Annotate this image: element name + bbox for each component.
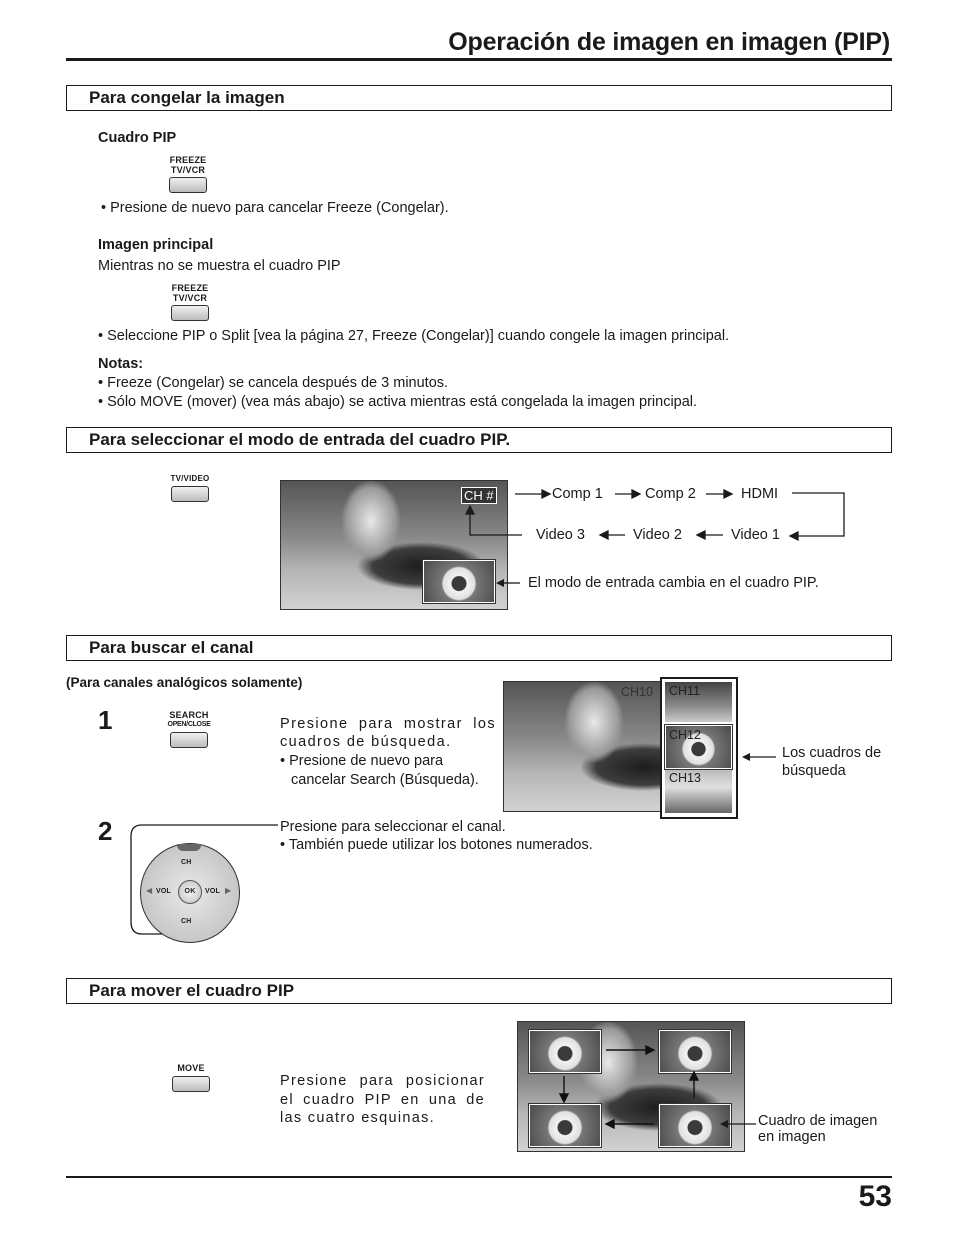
section-title: Para mover el cuadro PIP: [89, 981, 295, 1000]
tvvcr-button-label: TV/VCR: [172, 293, 208, 303]
note-item: • Freeze (Congelar) se cancela después de 3 minutos.: [98, 375, 449, 391]
caption-arrow: [494, 574, 524, 590]
move-button-label: MOVE: [177, 1063, 205, 1073]
freeze-button-label: FREEZE: [171, 283, 209, 293]
ch-down-label: CH: [181, 918, 192, 925]
move-screen-image: [517, 1021, 745, 1152]
channel-label: CH10: [621, 685, 653, 699]
pip-frame-image: [423, 560, 495, 603]
notes-heading: Notas:: [98, 356, 144, 372]
seq-item: Comp 1: [552, 486, 603, 502]
freeze-button-key[interactable]: [171, 305, 209, 321]
move-text: Presione para posicionar el cuadro PIP en una de las cuatro esquinas.: [280, 1073, 485, 1126]
seq-item: HDMI: [741, 486, 779, 502]
step1-note: • Presione de nuevo para: [280, 753, 444, 769]
page-number: 53: [858, 1180, 892, 1213]
section-header-move: [66, 978, 892, 1004]
seq-item: Video 1: [731, 527, 780, 543]
search-frame[interactable]: [665, 682, 732, 722]
seq-item: Video 2: [633, 527, 682, 543]
move-button[interactable]: [170, 1063, 212, 1092]
step1-text: Presione para mostrar los cuadros de búsqueda.: [280, 716, 496, 750]
search-screen-image: [503, 681, 665, 812]
step-number: 2: [98, 816, 113, 846]
freeze-button-key[interactable]: [169, 177, 207, 193]
tvvideo-button[interactable]: [168, 474, 212, 502]
channel-label: CH12: [669, 728, 701, 742]
section-title: Para seleccionar el modo de entrada del cuadro PIP.: [89, 430, 511, 449]
ok-button[interactable]: [178, 880, 202, 904]
move-callout: en imagen: [758, 1129, 826, 1145]
freeze-button-pip[interactable]: [166, 155, 210, 193]
step2-note: • También puede utilizar los botones numerados.: [280, 837, 593, 853]
search-callout-arrow: [740, 750, 780, 764]
tvvcr-button-label: TV/VCR: [170, 165, 206, 175]
search-frames-column: [660, 677, 738, 819]
input-mode-caption: El modo de entrada cambia en el cuadro PIP.: [528, 575, 819, 591]
tvvideo-button-label: TV/VIDEO: [170, 474, 210, 483]
ch-number-label: CH #: [461, 487, 497, 504]
right-arrow-icon: ▶: [225, 886, 232, 895]
note-item: • Sólo MOVE (mover) (vea más abajo) se activa mientras está congelada la imagen principal.: [98, 394, 698, 410]
ch-up-label: CH: [181, 859, 192, 866]
seq-item: Comp 2: [645, 486, 696, 502]
search-frame[interactable]: [665, 725, 732, 769]
freeze-button-main[interactable]: [168, 283, 212, 321]
vol-right-label: VOL: [205, 888, 220, 895]
channel-label: CH13: [669, 771, 701, 785]
direction-pad[interactable]: [140, 843, 240, 943]
search-button[interactable]: [166, 710, 212, 748]
main-picture-sub: Mientras no se muestra el cuadro PIP: [98, 258, 341, 274]
search-callout: Los cuadros de: [782, 745, 882, 761]
section-header-search: [66, 635, 892, 661]
footer-rule: [66, 1176, 892, 1178]
search-frame[interactable]: [665, 770, 732, 813]
section-title: Para congelar la imagen: [89, 88, 285, 107]
ok-label: OK: [184, 888, 196, 895]
search-button-label: SEARCH: [169, 710, 209, 720]
pip-freeze-note: • Presione de nuevo para cancelar Freeze (Congelar).: [101, 200, 449, 216]
left-arrow-icon: ◀: [146, 886, 153, 895]
step-number: 1: [98, 705, 113, 735]
main-picture-heading: Imagen principal: [98, 237, 214, 253]
step1-note: cancelar Search (Búsqueda).: [291, 772, 479, 788]
section-header-freeze: [66, 85, 892, 111]
step2-text: Presione para seleccionar el canal.: [280, 819, 506, 835]
vol-left-label: VOL: [156, 888, 171, 895]
section-title: Para buscar el canal: [89, 638, 254, 657]
freeze-button-label: FREEZE: [169, 155, 207, 165]
openclose-button-label: OPEN/CLOSE: [167, 721, 211, 728]
main-freeze-note: • Seleccione PIP o Split [vea la página 27, Freeze (Congelar)] cuando congele la imagen principal.: [98, 328, 730, 344]
page-title: Operación de imagen en imagen (PIP): [448, 28, 890, 56]
search-callout: búsqueda: [782, 763, 846, 779]
seq-item: Video 3: [536, 527, 585, 543]
move-callout-arrow: [718, 1117, 760, 1131]
tvvideo-button-key[interactable]: [171, 486, 209, 502]
move-arrows: [518, 1022, 744, 1151]
move-button-key[interactable]: [172, 1076, 210, 1092]
ch-up-key[interactable]: [177, 844, 201, 851]
search-button-key[interactable]: [170, 732, 208, 748]
move-callout: Cuadro de imagen: [758, 1113, 878, 1129]
pip-frame-heading: Cuadro PIP: [98, 130, 177, 146]
section-header-input-mode: [66, 427, 892, 453]
analog-only-note: (Para canales analógicos solamente): [66, 675, 303, 690]
channel-label: CH11: [669, 684, 701, 698]
title-rule: [66, 58, 892, 61]
